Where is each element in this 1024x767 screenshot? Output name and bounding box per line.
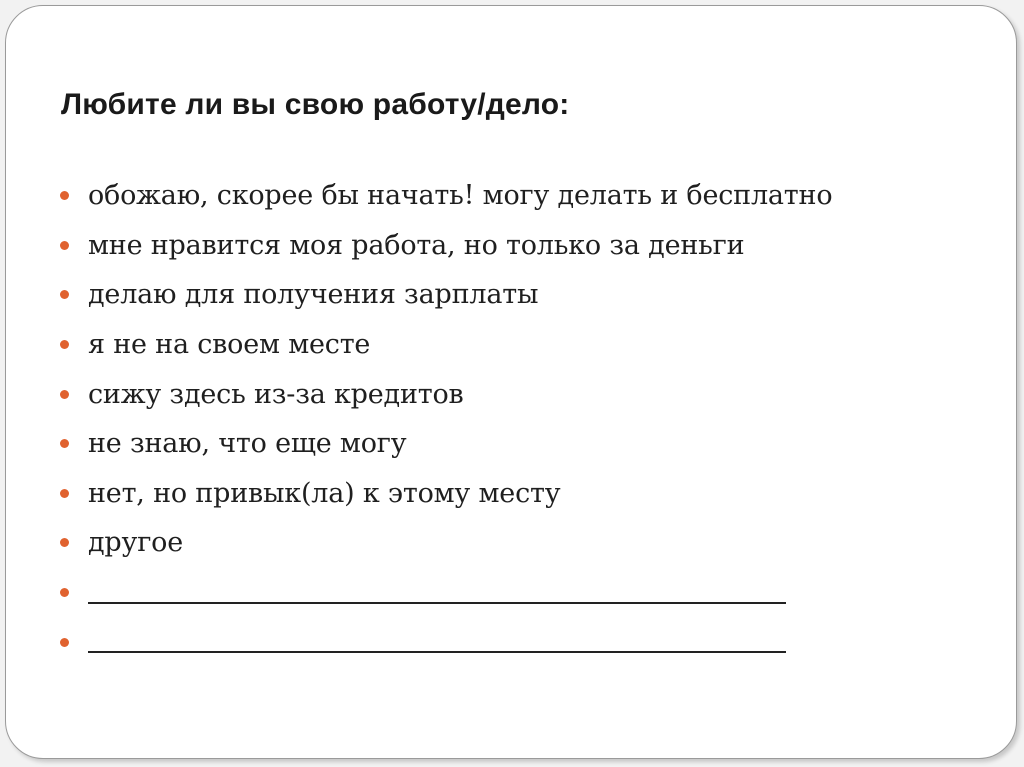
option-text: я не на своем месте	[88, 329, 371, 361]
option-text: другое	[88, 527, 183, 559]
list-item	[58, 568, 832, 618]
bullet-dot-icon	[60, 638, 69, 647]
bullet-dot-icon	[60, 340, 69, 349]
option-text: нет, но привык(ла) к этому месту	[88, 477, 561, 509]
bullet-dot-icon	[60, 241, 69, 250]
blank-answer-line[interactable]	[88, 651, 786, 653]
list-item	[58, 419, 832, 469]
list-item	[58, 270, 832, 320]
option-text: мне нравится моя работа, но только за деньги	[88, 229, 745, 261]
blank-answer-line[interactable]	[88, 602, 786, 604]
option-text: обожаю, скорее бы начать! могу делать и бесплатно	[88, 180, 833, 212]
bullet-dot-icon	[60, 588, 69, 597]
slide-title: Любите ли вы свою работу/дело:	[61, 88, 570, 121]
option-text: делаю для получения зарплаты	[88, 279, 539, 311]
list-item	[58, 320, 832, 370]
option-text: не знаю, что еще могу	[88, 428, 407, 460]
list-item	[58, 617, 832, 667]
bullet-dot-icon	[60, 290, 69, 299]
bullet-dot-icon	[60, 390, 69, 399]
list-item	[58, 171, 832, 221]
bullet-dot-icon	[60, 489, 69, 498]
slide-frame	[5, 5, 1017, 759]
bullet-dot-icon	[60, 538, 69, 547]
bullet-dot-icon	[60, 439, 69, 448]
list-item	[58, 369, 832, 419]
list-item	[58, 469, 832, 519]
option-text: сижу здесь из-за кредитов	[88, 378, 464, 410]
bullet-dot-icon	[60, 191, 69, 200]
list-item	[58, 518, 832, 568]
answer-options-list	[58, 171, 832, 667]
list-item	[58, 221, 832, 271]
